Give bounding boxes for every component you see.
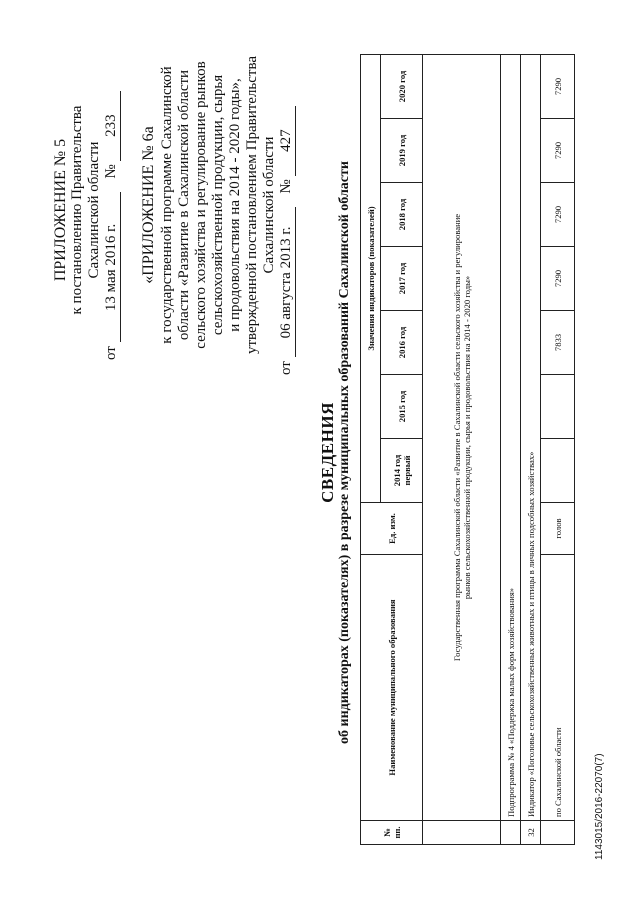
data-unit-cell: голов [541, 503, 575, 555]
appendix-title: ПРИЛОЖЕНИЕ № 5 [52, 138, 69, 282]
appendix6a-line: и продовольствия на 2014 - 2020 годы», [227, 78, 243, 332]
header-unit: Ед. изм. [361, 503, 423, 555]
indicator-num: 32 [521, 821, 541, 845]
program-num-cell [423, 821, 501, 845]
year-cell: 2015 год [381, 375, 423, 439]
appendix-line1: к постановлению Правительства [69, 105, 85, 315]
appendix6a-number: 427 [278, 106, 296, 176]
year-cell: 2020 год [381, 54, 423, 118]
page-title: СВЕДЕНИЯ [318, 402, 337, 503]
appendix6a-date-line [278, 35, 296, 375]
appendix-block [52, 60, 121, 360]
page-subtitle: об индикаторах (показателях) в разрезе муниципальных образований Сахалинской области [337, 161, 352, 744]
program-cell: Государственная программа Сахалинской области «Развитие в Сахалинской области сельского хозяйства и регулирование рынков сельскохозяйственной продукции, сырья и продовольствия на 2014 - 2020 годы» [423, 54, 501, 820]
appendix-number: 233 [103, 91, 121, 161]
year-cell: 2018 год [381, 183, 423, 247]
header-name: Наименование муниципального образования [361, 555, 423, 821]
appendix6a-block [140, 35, 296, 375]
appendix6a-title: «ПРИЛОЖЕНИЕ № 6а [140, 126, 157, 284]
table-row [541, 54, 575, 844]
footer-code: 1143015/2016-22070(7) [594, 753, 605, 860]
appendix6a-num-label: № [278, 179, 294, 194]
appendix6a-from-label: от [278, 361, 294, 375]
table-subprogram-row [501, 54, 521, 844]
table-indicator-row [521, 54, 541, 844]
year-cell: 2014 год первый [381, 439, 423, 503]
appendix-date-line [103, 60, 121, 360]
data-value-cell: 7290 [541, 247, 575, 311]
data-value-cell: 7290 [541, 54, 575, 118]
table-program-row [423, 54, 501, 844]
appendix6a-line: сельскохозяйственной продукции, сырья [210, 74, 226, 336]
appendix-num-label: № [103, 164, 119, 179]
appendix6a-line: Сахалинской области [261, 136, 277, 274]
appendix6a-line: области «Развитие в Сахалинской области [176, 69, 192, 341]
data-value-cell [541, 375, 575, 439]
data-value-cell: 7290 [541, 183, 575, 247]
appendix6a-line: сельского хозяйства и регулирование рынков [193, 61, 209, 349]
data-value-cell [541, 439, 575, 503]
subprogram-cell: Подпрограмма № 4 «Поддержка малых форм хозяйствования» [501, 54, 521, 820]
table-header-row [361, 54, 381, 844]
appendix-line2: Сахалинской области [86, 141, 102, 279]
appendix-from-label: от [103, 346, 119, 360]
header-values: Значения индикаторов (показателей) [361, 54, 381, 502]
appendix6a-line: утвержденной постановлением Правительства [244, 55, 260, 355]
subprogram-num-cell [501, 821, 521, 845]
year-cell: 2019 год [381, 119, 423, 183]
header-num: № пп. [361, 821, 423, 845]
year-cell: 2016 год [381, 311, 423, 375]
data-value-cell: 7290 [541, 119, 575, 183]
appendix6a-date: 06 августа 2013 г. [278, 207, 296, 357]
year-cell: 2017 год [381, 247, 423, 311]
indicator-cell: Индикатор «Поголовье сельскохозяйственных животных и птицы в личных подсобных хозяйствах» [521, 54, 541, 820]
data-name-cell: по Сахалинской области [541, 555, 575, 821]
data-value-cell: 7833 [541, 311, 575, 375]
indicators-table [360, 54, 575, 845]
data-num-cell [541, 821, 575, 845]
appendix-date: 13 мая 2016 г. [103, 192, 121, 342]
appendix6a-line: к государственной программе Сахалинской [159, 66, 175, 344]
